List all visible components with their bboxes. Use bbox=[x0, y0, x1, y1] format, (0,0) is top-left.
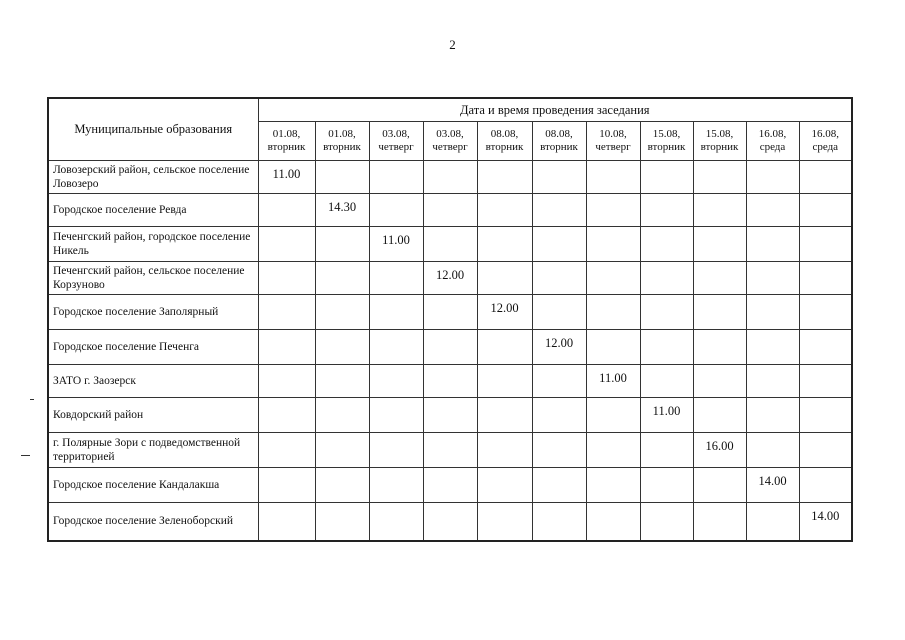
empty-cell bbox=[315, 433, 369, 468]
empty-cell bbox=[746, 161, 799, 194]
municipality-name: Городское поселение Зеленоборский bbox=[48, 503, 258, 541]
empty-cell bbox=[746, 503, 799, 541]
empty-cell bbox=[369, 330, 423, 365]
empty-cell bbox=[423, 161, 477, 194]
table-row bbox=[48, 194, 852, 227]
empty-cell bbox=[640, 503, 693, 541]
empty-cell bbox=[693, 227, 746, 262]
empty-cell bbox=[746, 433, 799, 468]
empty-cell bbox=[477, 194, 532, 227]
empty-cell bbox=[640, 161, 693, 194]
empty-cell bbox=[693, 295, 746, 330]
empty-cell bbox=[423, 295, 477, 330]
empty-cell bbox=[423, 503, 477, 541]
table-row bbox=[48, 433, 852, 468]
table-row bbox=[48, 227, 852, 262]
weekday-label: вторник bbox=[647, 141, 686, 153]
empty-cell bbox=[423, 330, 477, 365]
empty-cell bbox=[799, 161, 852, 194]
empty-cell bbox=[640, 330, 693, 365]
empty-cell bbox=[746, 262, 799, 295]
date-column-header bbox=[258, 122, 315, 161]
weekday-label: вторник bbox=[323, 141, 361, 153]
empty-cell bbox=[746, 330, 799, 365]
meeting-time: 14.00 bbox=[746, 468, 799, 503]
empty-cell bbox=[799, 433, 852, 468]
empty-cell bbox=[640, 227, 693, 262]
date-column-header bbox=[369, 122, 423, 161]
weekday-label: вторник bbox=[485, 141, 524, 153]
municipality-name: Городское поселение Кандалакша bbox=[48, 468, 258, 503]
empty-cell bbox=[586, 194, 640, 227]
date-label: 03.08, bbox=[382, 128, 410, 140]
empty-cell bbox=[258, 227, 315, 262]
municipality-name: ЗАТО г. Заозерск bbox=[48, 365, 258, 398]
empty-cell bbox=[258, 503, 315, 541]
empty-cell bbox=[258, 295, 315, 330]
empty-cell bbox=[477, 468, 532, 503]
empty-cell bbox=[315, 365, 369, 398]
margin-mark bbox=[21, 455, 30, 456]
municipality-name: Городское поселение Печенга bbox=[48, 330, 258, 365]
empty-cell bbox=[640, 194, 693, 227]
municipality-name: Ковдорский район bbox=[48, 398, 258, 433]
empty-cell bbox=[315, 161, 369, 194]
date-column-header bbox=[532, 122, 586, 161]
meeting-time: 12.00 bbox=[423, 262, 477, 295]
empty-cell bbox=[586, 262, 640, 295]
municipality-name: Городское поселение Заполярный bbox=[48, 295, 258, 330]
empty-cell bbox=[477, 330, 532, 365]
empty-cell bbox=[258, 398, 315, 433]
meeting-time: 11.00 bbox=[640, 398, 693, 433]
empty-cell bbox=[423, 398, 477, 433]
table-row bbox=[48, 365, 852, 398]
empty-cell bbox=[693, 262, 746, 295]
empty-cell bbox=[258, 468, 315, 503]
empty-cell bbox=[532, 227, 586, 262]
empty-cell bbox=[477, 227, 532, 262]
date-header: Дата и время проведения заседания bbox=[258, 98, 852, 122]
empty-cell bbox=[369, 161, 423, 194]
date-label: 16.08, bbox=[758, 128, 787, 140]
meeting-time: 12.00 bbox=[532, 330, 586, 365]
weekday-label: вторник bbox=[700, 141, 739, 153]
date-label: 01.08, bbox=[272, 128, 301, 140]
schedule-table bbox=[47, 97, 853, 542]
table-body bbox=[48, 161, 852, 541]
empty-cell bbox=[586, 227, 640, 262]
date-label: 03.08, bbox=[436, 128, 464, 140]
empty-cell bbox=[369, 262, 423, 295]
table-row bbox=[48, 398, 852, 433]
empty-cell bbox=[586, 161, 640, 194]
empty-cell bbox=[640, 262, 693, 295]
empty-cell bbox=[799, 194, 852, 227]
meeting-time: 11.00 bbox=[586, 365, 640, 398]
empty-cell bbox=[532, 398, 586, 433]
date-label: 01.08, bbox=[328, 128, 356, 140]
empty-cell bbox=[746, 295, 799, 330]
empty-cell bbox=[369, 398, 423, 433]
empty-cell bbox=[586, 330, 640, 365]
empty-cell bbox=[586, 433, 640, 468]
date-column-header bbox=[746, 122, 799, 161]
meeting-time: 14.00 bbox=[799, 503, 852, 541]
empty-cell bbox=[746, 194, 799, 227]
municipality-name: Печенгский район, сельское поселение Корзуново bbox=[48, 262, 258, 295]
empty-cell bbox=[477, 161, 532, 194]
empty-cell bbox=[477, 262, 532, 295]
empty-cell bbox=[746, 227, 799, 262]
weekday-label: четверг bbox=[432, 141, 468, 153]
empty-cell bbox=[640, 295, 693, 330]
empty-cell bbox=[693, 330, 746, 365]
weekday-label: вторник bbox=[540, 141, 578, 153]
empty-cell bbox=[532, 295, 586, 330]
empty-cell bbox=[369, 468, 423, 503]
empty-cell bbox=[315, 503, 369, 541]
date-column-header bbox=[799, 122, 852, 161]
empty-cell bbox=[315, 398, 369, 433]
weekday-label: вторник bbox=[267, 141, 306, 153]
empty-cell bbox=[258, 330, 315, 365]
date-column-header bbox=[477, 122, 532, 161]
empty-cell bbox=[799, 398, 852, 433]
meeting-time: 11.00 bbox=[258, 161, 315, 194]
empty-cell bbox=[799, 295, 852, 330]
empty-cell bbox=[532, 161, 586, 194]
empty-cell bbox=[693, 365, 746, 398]
empty-cell bbox=[477, 503, 532, 541]
date-label: 15.08, bbox=[652, 128, 681, 140]
empty-cell bbox=[369, 295, 423, 330]
empty-cell bbox=[532, 365, 586, 398]
empty-cell bbox=[258, 433, 315, 468]
municipality-name: Городское поселение Ревда bbox=[48, 194, 258, 227]
date-label: 10.08, bbox=[599, 128, 627, 140]
empty-cell bbox=[693, 468, 746, 503]
date-column-header bbox=[315, 122, 369, 161]
empty-cell bbox=[315, 468, 369, 503]
empty-cell bbox=[369, 365, 423, 398]
municipality-name: г. Полярные Зори с подведомственной территорией bbox=[48, 433, 258, 468]
empty-cell bbox=[532, 433, 586, 468]
empty-cell bbox=[640, 433, 693, 468]
meeting-time: 11.00 bbox=[369, 227, 423, 262]
empty-cell bbox=[532, 194, 586, 227]
empty-cell bbox=[640, 468, 693, 503]
table-row bbox=[48, 468, 852, 503]
empty-cell bbox=[693, 194, 746, 227]
empty-cell bbox=[799, 365, 852, 398]
municipality-name: Печенгский район, городское поселение Никель bbox=[48, 227, 258, 262]
empty-cell bbox=[693, 161, 746, 194]
empty-cell bbox=[477, 365, 532, 398]
empty-cell bbox=[693, 503, 746, 541]
weekday-label: среда bbox=[812, 141, 839, 153]
empty-cell bbox=[258, 262, 315, 295]
meeting-time: 12.00 bbox=[477, 295, 532, 330]
empty-cell bbox=[369, 503, 423, 541]
table-row bbox=[48, 295, 852, 330]
municipality-name: Ловозерский район, сельское поселение Ловозеро bbox=[48, 161, 258, 194]
empty-cell bbox=[423, 194, 477, 227]
empty-cell bbox=[315, 295, 369, 330]
page-number: 2 bbox=[449, 37, 456, 52]
date-column-header bbox=[693, 122, 746, 161]
empty-cell bbox=[799, 227, 852, 262]
empty-cell bbox=[258, 194, 315, 227]
table-row bbox=[48, 161, 852, 194]
empty-cell bbox=[640, 365, 693, 398]
empty-cell bbox=[693, 398, 746, 433]
empty-cell bbox=[586, 503, 640, 541]
table-row bbox=[48, 503, 852, 541]
municipality-header: Муниципальные образования bbox=[48, 98, 258, 161]
empty-cell bbox=[315, 227, 369, 262]
empty-cell bbox=[477, 398, 532, 433]
date-label: 16.08, bbox=[811, 128, 840, 140]
margin-mark bbox=[30, 399, 34, 400]
table-row bbox=[48, 330, 852, 365]
empty-cell bbox=[369, 433, 423, 468]
empty-cell bbox=[799, 262, 852, 295]
empty-cell bbox=[799, 330, 852, 365]
date-label: 15.08, bbox=[705, 128, 734, 140]
empty-cell bbox=[586, 295, 640, 330]
empty-cell bbox=[423, 365, 477, 398]
empty-cell bbox=[315, 262, 369, 295]
empty-cell bbox=[423, 433, 477, 468]
date-column-header bbox=[640, 122, 693, 161]
empty-cell bbox=[799, 468, 852, 503]
header-row bbox=[48, 98, 852, 122]
empty-cell bbox=[369, 194, 423, 227]
empty-cell bbox=[423, 227, 477, 262]
empty-cell bbox=[746, 365, 799, 398]
date-label: 08.08, bbox=[545, 128, 573, 140]
weekday-label: четверг bbox=[595, 141, 631, 153]
empty-cell bbox=[746, 398, 799, 433]
empty-cell bbox=[586, 468, 640, 503]
empty-cell bbox=[477, 433, 532, 468]
empty-cell bbox=[532, 468, 586, 503]
meeting-time: 14.30 bbox=[315, 194, 369, 227]
meeting-time: 16.00 bbox=[693, 433, 746, 468]
date-column-header bbox=[586, 122, 640, 161]
empty-cell bbox=[423, 468, 477, 503]
date-column-header bbox=[423, 122, 477, 161]
weekday-label: четверг bbox=[378, 141, 414, 153]
empty-cell bbox=[586, 398, 640, 433]
table-row bbox=[48, 262, 852, 295]
empty-cell bbox=[532, 262, 586, 295]
date-label: 08.08, bbox=[490, 128, 519, 140]
empty-cell bbox=[532, 503, 586, 541]
empty-cell bbox=[258, 365, 315, 398]
empty-cell bbox=[315, 330, 369, 365]
weekday-label: среда bbox=[759, 141, 786, 153]
